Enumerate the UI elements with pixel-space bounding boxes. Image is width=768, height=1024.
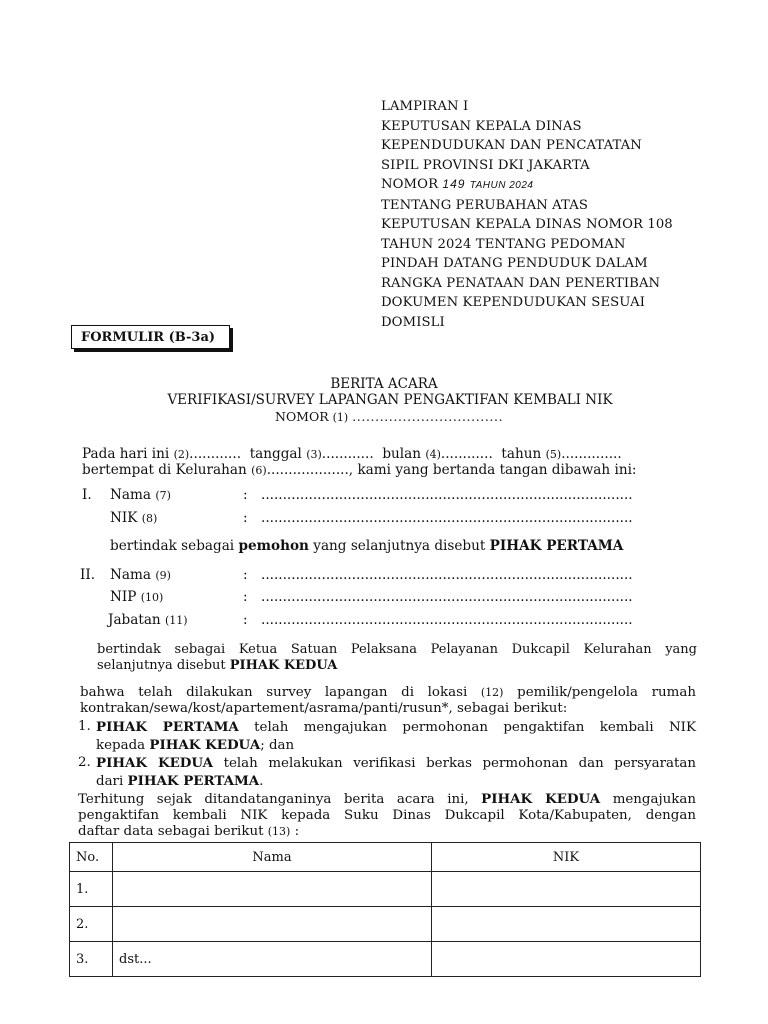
party2-jabatan-label <box>108 612 188 628</box>
bold-text: pemohon <box>238 538 309 554</box>
text: tanggal <box>249 446 302 462</box>
point-row <box>78 719 696 737</box>
nomor-label: NOMOR <box>381 177 439 192</box>
ref-number: (8) <box>141 512 158 525</box>
party1-roman: I. <box>82 487 92 503</box>
text: kepada <box>96 737 146 753</box>
lampiran-line: KEPUTUSAN KEPALA DINAS NOMOR 108 <box>381 217 673 232</box>
cell-no: 1. <box>70 872 113 907</box>
closing-paragraph <box>78 791 696 840</box>
lampiran-line: TENTANG PERUBAHAN ATAS <box>381 197 588 213</box>
text: daftar data sebagai berikut <box>78 824 264 839</box>
party1-nik-label <box>110 510 157 526</box>
lampiran-line: SIPIL PROVINSI DKI JAKARTA <box>381 157 590 173</box>
party2-roman: II. <box>80 567 96 583</box>
fill-dots: ............ <box>189 446 242 462</box>
fill-dots: ............ <box>321 446 374 462</box>
point-1 <box>78 719 696 754</box>
table-row <box>70 907 701 942</box>
ref-number: (2) <box>173 448 190 461</box>
fill-dots: ..................., <box>266 462 354 478</box>
ref-number: (7) <box>155 489 171 502</box>
doc-subtitle: VERIFIKASI/SURVEY LAPANGAN PENGAKTIFAN KEMBALI NIK <box>167 392 613 408</box>
fill-dots: ...................................................................................... <box>261 612 633 628</box>
cell-no: 3. <box>70 942 113 977</box>
point-line2 <box>78 773 696 791</box>
field-label: Nama <box>110 567 151 583</box>
lampiran-line: TAHUN 2024 TENTANG PEDOMAN <box>381 236 626 252</box>
party2-nip-label <box>110 589 163 605</box>
text: Pada hari ini <box>82 446 170 462</box>
text: . <box>259 773 264 789</box>
point-text <box>96 719 696 737</box>
lampiran-line: DOMISLI <box>381 314 445 330</box>
text: pemilik/pengelola rumah <box>517 685 696 700</box>
ref-number: (1) <box>332 411 349 424</box>
doc-nomor <box>275 409 503 424</box>
field-label: NIK <box>110 510 138 526</box>
closing-line-3 <box>78 824 696 840</box>
party1-role <box>110 538 623 554</box>
table-header-row <box>70 843 701 872</box>
cell-no: 2. <box>70 907 113 942</box>
fill-dots: ...................................................................................... <box>261 589 633 605</box>
lampiran-block <box>381 97 673 332</box>
colon: : <box>243 510 248 526</box>
field-label: Jabatan <box>108 612 161 628</box>
lampiran-nomor-line <box>381 175 673 196</box>
bold-text: PIHAK KEDUA <box>481 791 601 807</box>
closing-line-2: pengaktifan kembali NIK kepada Suku Dinas Dukcapil Kota/Kabupaten, dengan <box>78 808 696 823</box>
party2-role-line2 <box>97 658 697 674</box>
pihak-kedua-label: PIHAK KEDUA <box>229 658 338 673</box>
field-label: Nama <box>110 487 151 503</box>
party2-nama-label <box>110 567 171 583</box>
party2-role <box>97 642 697 674</box>
ref-number: (9) <box>155 569 171 582</box>
table-row <box>70 942 701 977</box>
cell-nama: dst... <box>113 942 432 977</box>
lampiran-line: LAMPIRAN I <box>381 99 469 114</box>
nomor-dots: ................................. <box>352 409 504 424</box>
ref-number: (13) <box>267 825 291 838</box>
point-number: 2. <box>78 755 91 770</box>
intro-line-1 <box>82 446 622 462</box>
header-no: No. <box>70 843 113 872</box>
cell-nik <box>432 872 701 907</box>
text: bertindak sebagai Ketua Satuan Pelaksana Pelayanan Dukcapil Kelurahan yang <box>97 642 697 657</box>
fill-dots: ............ <box>440 446 493 462</box>
survey-line-2: kontrakan/sewa/kost/apartement/asrama/panti/rusun*, sebagai berikut: <box>80 701 568 716</box>
tahun-handwritten: TAHUN 2024 <box>469 180 534 191</box>
text: kami yang bertanda tangan dibawah ini: <box>357 462 637 478</box>
text: bulan <box>382 446 421 462</box>
ref-number: (11) <box>165 614 188 627</box>
colon: : <box>243 487 248 503</box>
header-nik: NIK <box>432 843 701 872</box>
cell-nik <box>432 907 701 942</box>
formulir-label-box: FORMULIR (B-3a) <box>71 325 230 349</box>
text: bertindak sebagai <box>110 538 235 554</box>
text: ; dan <box>260 737 295 753</box>
ref-number: (3) <box>306 448 322 461</box>
cell-nik <box>432 942 701 977</box>
point-text <box>96 755 696 773</box>
cell-nama <box>113 872 432 907</box>
point-row <box>78 755 696 773</box>
point-line2 <box>78 737 696 755</box>
text: Terhitung sejak ditandatanganinya berita acara ini, <box>78 792 469 807</box>
text: : <box>294 824 300 839</box>
header-nama: Nama <box>113 843 432 872</box>
bold-text: PIHAK PERTAMA <box>127 772 260 789</box>
text: yang selanjutnya disebut <box>313 538 486 554</box>
text: telah melakukan verifikasi berkas permohonan dan persyaratan <box>223 756 696 771</box>
ref-number: (4) <box>425 448 441 461</box>
table-row <box>70 872 701 907</box>
bold-text: PIHAK PERTAMA <box>96 719 239 735</box>
survey-line-1 <box>80 685 696 700</box>
cell-nama <box>113 907 432 942</box>
fill-dots: .............. <box>561 446 622 462</box>
colon: : <box>243 567 248 583</box>
text: bahwa telah dilakukan survey lapangan di lokasi <box>80 685 468 700</box>
lampiran-line: DOKUMEN KEPENDUDUKAN SESUAI <box>381 295 646 310</box>
field-label: NIP <box>110 589 137 605</box>
text: tahun <box>501 446 542 462</box>
fill-dots: ...................................................................................... <box>261 567 633 583</box>
lampiran-line: PINDAH DATANG PENDUDUK DALAM <box>381 256 648 271</box>
lampiran-line: RANGKA PENATAAN DAN PENERTIBAN <box>381 275 661 291</box>
data-table <box>69 842 701 977</box>
text: mengajukan <box>612 792 696 807</box>
ref-number: (12) <box>480 686 504 699</box>
fill-dots: ...................................................................................... <box>261 510 633 526</box>
colon: : <box>243 612 248 628</box>
nomor-handwritten: 149 <box>442 177 466 191</box>
bold-text: PIHAK KEDUA <box>96 755 214 771</box>
ref-number: (5) <box>545 448 562 461</box>
lampiran-line: KEPENDUDUKAN DAN PENCATATAN <box>381 138 642 153</box>
ref-number: (6) <box>251 464 267 477</box>
bold-text: PIHAK KEDUA <box>149 736 261 753</box>
text: dari <box>96 773 124 789</box>
ref-number: (10) <box>140 591 164 604</box>
closing-line-1 <box>78 791 696 808</box>
colon: : <box>243 589 248 605</box>
pihak-pertama-label: PIHAK PERTAMA <box>489 538 624 554</box>
party1-nama-label <box>110 487 171 503</box>
text: selanjutnya disebut <box>97 658 226 673</box>
point-number: 1. <box>78 719 91 734</box>
nomor-label: NOMOR <box>275 409 329 424</box>
doc-title: BERITA ACARA <box>330 376 438 392</box>
lampiran-line: KEPUTUSAN KEPALA DINAS <box>381 118 582 134</box>
fill-dots: ...................................................................................... <box>261 487 633 503</box>
intro-line-2 <box>82 462 637 478</box>
text: bertempat di Kelurahan <box>82 462 247 478</box>
point-2 <box>78 755 696 790</box>
text: telah mengajukan permohonan pengaktifan kembali NIK <box>254 720 696 735</box>
